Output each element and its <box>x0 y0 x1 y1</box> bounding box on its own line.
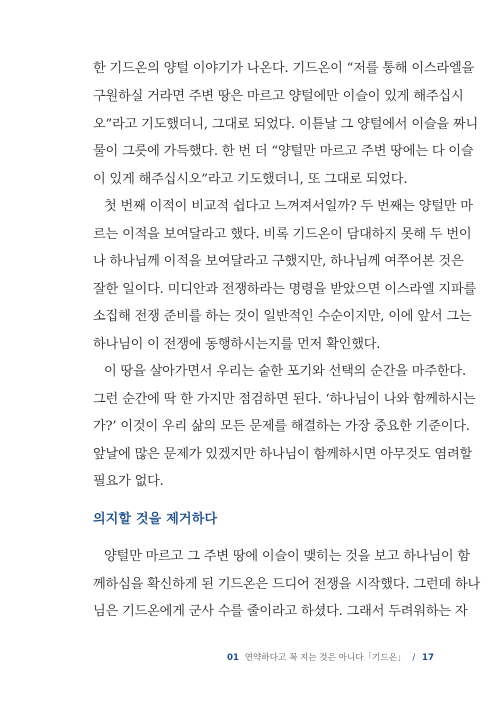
body-line-6: 첫 번째 이적이 비교적 쉽다고 느껴져서일까? 두 번째는 양털만 마 <box>104 199 473 214</box>
body-line-10: 소집해 전쟁 준비를 하는 것이 일반적인 수순이지만, 이에 앞서 그는 <box>93 309 472 324</box>
section-line-1: 양털만 마르고 그 주변 땅에 이슬이 맺히는 것을 보고 하나님이 함 <box>104 549 470 564</box>
body-line-8: 나 하나님께 이적을 보여달라고 구했지만, 하나님께 여쭈어본 것은 <box>93 254 464 269</box>
body-line-1: 한 기드온의 양털 이야기가 나온다. 기드온이 “저를 통해 이스라엘을 <box>93 61 475 76</box>
body-line-4: 물이 그릇에 가득했다. 한 번 더 “양털만 마르고 주변 땅에는 다 이슬 <box>93 144 474 159</box>
footer-separator: / <box>412 653 416 663</box>
body-line-5: 이 있게 해주십시오”라고 기도했더니, 또 그대로 되었다. <box>93 172 408 187</box>
body-line-11: 하나님이 이 전쟁에 동행하시는지를 먼저 확인했다. <box>93 337 381 352</box>
body-line-15: 앞날에 많은 문제가 있겠지만 하나님이 함께하시면 아무것도 염려할 <box>93 447 473 462</box>
book-title: 연약하다고 꼭 지는 것은 아니다「기드온」 <box>244 653 406 663</box>
chapter-number: 01 <box>227 653 239 663</box>
section-line-3: 님은 기드온에게 군사 수를 줄이라고 하셨다. 그래서 두려워하는 자 <box>93 604 468 619</box>
body-line-2: 구원하실 거라면 주변 땅은 마르고 양털에만 이슬이 있게 해주십시 <box>93 89 464 104</box>
page-number: 17 <box>422 653 434 663</box>
body-line-16: 필요가 없다. <box>93 474 164 489</box>
body-line-7: 르는 이적을 보여달라고 했다. 비록 기드온이 담대하지 못해 두 번이 <box>93 227 472 242</box>
body-line-3: 오”라고 기도했더니, 그대로 되었다. 이튿날 그 양털에서 이슬을 짜니 <box>93 117 479 132</box>
body-line-13: 그런 순간에 딱 한 가지만 점검하면 된다. ‘하나님이 나와 함께하시는 <box>93 392 476 407</box>
section-line-2: 께하심을 확신하게 된 기드온은 드디어 전쟁을 시작했다. 그런데 하나 <box>93 577 481 592</box>
body-line-9: 잘한 일이다. 미디안과 전쟁하라는 명령을 받았으면 이스라엘 지파를 <box>93 282 477 297</box>
running-footer <box>227 652 434 664</box>
body-line-14: 가?’ 이것이 우리 삶의 모든 문제를 해결하는 가장 중요한 기준이다. <box>93 419 470 434</box>
body-line-12: 이 땅을 살아가면서 우리는 숱한 포기와 선택의 순간을 마주한다. <box>104 364 466 379</box>
section-heading: 의지할 것을 제거하다 <box>93 512 218 527</box>
